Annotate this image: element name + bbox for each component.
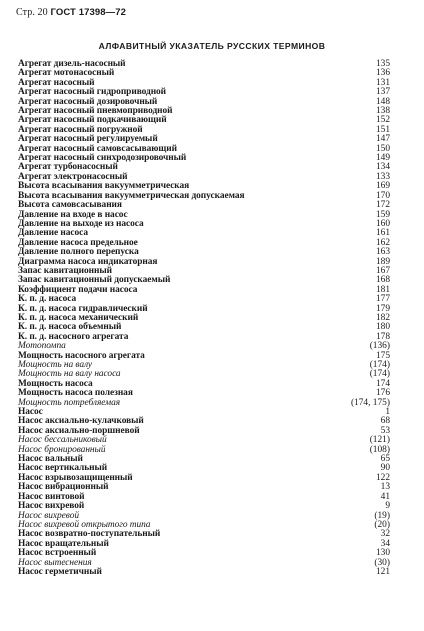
index-ref-number: 151 — [375, 124, 390, 135]
index-entry — [18, 568, 390, 577]
index-term: Запас кавитационный допускаемый — [18, 275, 171, 286]
page-number: Стр. 20 — [16, 7, 48, 18]
index-term: Агрегат насосный синхродозировочный — [18, 153, 187, 164]
index-ref-number: 149 — [375, 153, 390, 164]
term-index-list — [18, 60, 390, 577]
index-term: Агрегат насосный гидроприводной — [18, 87, 167, 98]
standard-code: ГОСТ 17398—72 — [50, 7, 126, 18]
index-term: Мощность насоса — [18, 378, 93, 389]
index-term: Мощность на валу — [18, 360, 93, 370]
index-term: Насос вертикальный — [18, 463, 108, 474]
index-term: Давление полного перепуска — [18, 247, 139, 258]
index-ref-number: 147 — [375, 134, 390, 145]
index-term: Мощность на валу насоса — [18, 369, 121, 380]
index-term: Запас кавитационный — [18, 265, 112, 276]
index-term: Насос герметичный — [18, 566, 102, 577]
index-ref-number: 138 — [375, 106, 390, 117]
index-ref-number: 176 — [375, 388, 390, 399]
index-ref-number: 167 — [375, 265, 390, 276]
index-ref-number: 1 — [385, 407, 390, 418]
index-term: Мощность насосного агрегата — [18, 350, 145, 361]
index-term: Насос бессальниковый — [18, 435, 107, 446]
index-ref-number: 135 — [375, 59, 390, 69]
index-term: Агрегат насосный подкачивающий — [18, 115, 167, 126]
index-ref-number: 181 — [375, 284, 390, 295]
index-ref-number: 130 — [375, 548, 390, 559]
index-ref-number: 137 — [375, 87, 390, 98]
index-ref-number: 170 — [375, 190, 390, 201]
index-term: Насос вихревой — [18, 501, 85, 512]
index-term: Агрегат насосный погружной — [18, 124, 143, 135]
index-ref-number: 68 — [380, 416, 390, 427]
index-term: Насос аксиально-поршневой — [18, 425, 140, 436]
index-ref-number: 168 — [375, 275, 390, 286]
index-ref-number: 9 — [385, 501, 390, 512]
index-ref-number: 152 — [375, 115, 390, 126]
index-ref-number: 13 — [380, 482, 390, 493]
page-header — [16, 7, 126, 18]
index-ref-number: (19) — [374, 510, 390, 521]
index-term: Насос винтовой — [18, 491, 85, 502]
index-ref-number: 179 — [375, 303, 390, 314]
index-ref-number: 65 — [380, 454, 390, 465]
index-term: Мощность потребляемая — [18, 397, 121, 408]
index-term: Насос — [18, 407, 43, 418]
index-term: Агрегат мотонасосный — [18, 68, 115, 79]
index-ref-number: 90 — [380, 463, 390, 474]
index-ref-number: 163 — [375, 247, 390, 258]
index-term: Агрегат турбонасосный — [18, 162, 118, 173]
index-ref-number: 169 — [375, 181, 390, 192]
index-term: Насос вытеснения — [18, 557, 92, 568]
index-ref-number: 178 — [375, 331, 390, 342]
index-term: Агрегат насосный пневмоприводной — [18, 106, 173, 117]
index-term: Агрегат насосный регулируемый — [18, 134, 158, 145]
index-ref-number: 172 — [375, 200, 390, 211]
index-term: Насос возвратно-поступательный — [18, 529, 161, 540]
index-ref-number: (121) — [369, 435, 390, 446]
index-ref-number: (136) — [369, 341, 390, 352]
index-title: АЛФАВИТНЫЙ УКАЗАТЕЛЬ РУССКИХ ТЕРМИНОВ — [98, 41, 326, 51]
index-ref-number: 150 — [375, 143, 390, 154]
index-entry — [18, 399, 390, 408]
index-ref-number: (30) — [374, 557, 390, 568]
index-term: Давление насоса — [18, 228, 88, 239]
index-ref-number: 174 — [375, 378, 390, 389]
index-ref-number: 53 — [380, 425, 390, 436]
index-term: Высота всасывания вакуумметрическая допускаемая — [18, 190, 245, 201]
index-term: Диаграмма насоса индикаторная — [18, 256, 158, 267]
index-term: Насос взрывозащищенный — [18, 472, 133, 483]
index-term: Агрегат насосный — [18, 77, 95, 88]
index-ref-number: (108) — [369, 444, 390, 455]
index-term: Насос встроенный — [18, 548, 97, 559]
index-ref-number: 41 — [380, 491, 390, 502]
index-ref-number: 180 — [375, 322, 390, 333]
index-ref-number: 148 — [375, 96, 390, 107]
index-ref-number: 161 — [375, 228, 390, 239]
index-ref-number: 160 — [375, 218, 390, 229]
index-ref-number: 34 — [380, 538, 390, 549]
index-term: К. п. д. насосного агрегата — [18, 331, 129, 342]
index-term: Коэффициент подачи насоса — [18, 284, 138, 295]
index-ref-number: (174) — [369, 369, 390, 380]
index-ref-number: 131 — [375, 77, 390, 88]
index-term: Насос вихревой — [18, 510, 79, 521]
index-ref-number: 136 — [375, 68, 390, 79]
index-term: Мощность насоса полезная — [18, 388, 133, 399]
index-term: Давление насоса предельное — [18, 237, 138, 248]
index-term: Насос бронированный — [18, 444, 106, 455]
index-ref-number: (174, 175) — [350, 397, 390, 408]
index-ref-number: 121 — [375, 566, 390, 577]
index-ref-number: (174) — [369, 360, 390, 370]
index-ref-number: 134 — [375, 162, 390, 173]
index-ref-number: 175 — [375, 350, 390, 361]
index-entry — [18, 333, 390, 342]
index-term: Насос вальный — [18, 454, 83, 465]
index-term: К. п. д. насоса — [18, 294, 77, 305]
index-ref-number: 133 — [375, 171, 390, 182]
index-term: Агрегат насосный самовсасывающий — [18, 143, 177, 154]
index-term: Давление на входе в насос — [18, 209, 128, 220]
index-term: К. п. д. насоса гидравлический — [18, 303, 148, 314]
index-ref-number: 32 — [380, 529, 390, 540]
index-term: Давление на выходе из насоса — [18, 218, 144, 229]
index-term: Агрегат насосный дозировочный — [18, 96, 158, 107]
index-ref-number: 177 — [375, 294, 390, 305]
index-ref-number: 122 — [375, 472, 390, 483]
index-term: Высота всасывания вакуумметрическая — [18, 181, 190, 192]
index-ref-number: 159 — [375, 209, 390, 220]
index-term: К. п. д. насоса объемный — [18, 322, 122, 333]
index-ref-number: (20) — [374, 519, 390, 530]
index-term: Насос вихревой открытого типа — [18, 519, 151, 530]
index-term: Агрегат электронасосный — [18, 171, 128, 182]
index-term: Насос аксиально-кулачковый — [18, 416, 144, 427]
index-ref-number: 189 — [375, 256, 390, 267]
index-term: К. п. д. насоса механический — [18, 312, 139, 323]
index-term: Насос вибрационный — [18, 482, 109, 493]
index-term: Насос вращательный — [18, 538, 109, 549]
index-term: Агрегат дизель-насосный — [18, 59, 126, 69]
index-term: Мотопомпа — [18, 341, 66, 352]
index-ref-number: 162 — [375, 237, 390, 248]
index-term: Высота самовсасывания — [18, 200, 122, 211]
index-ref-number: 182 — [375, 312, 390, 323]
